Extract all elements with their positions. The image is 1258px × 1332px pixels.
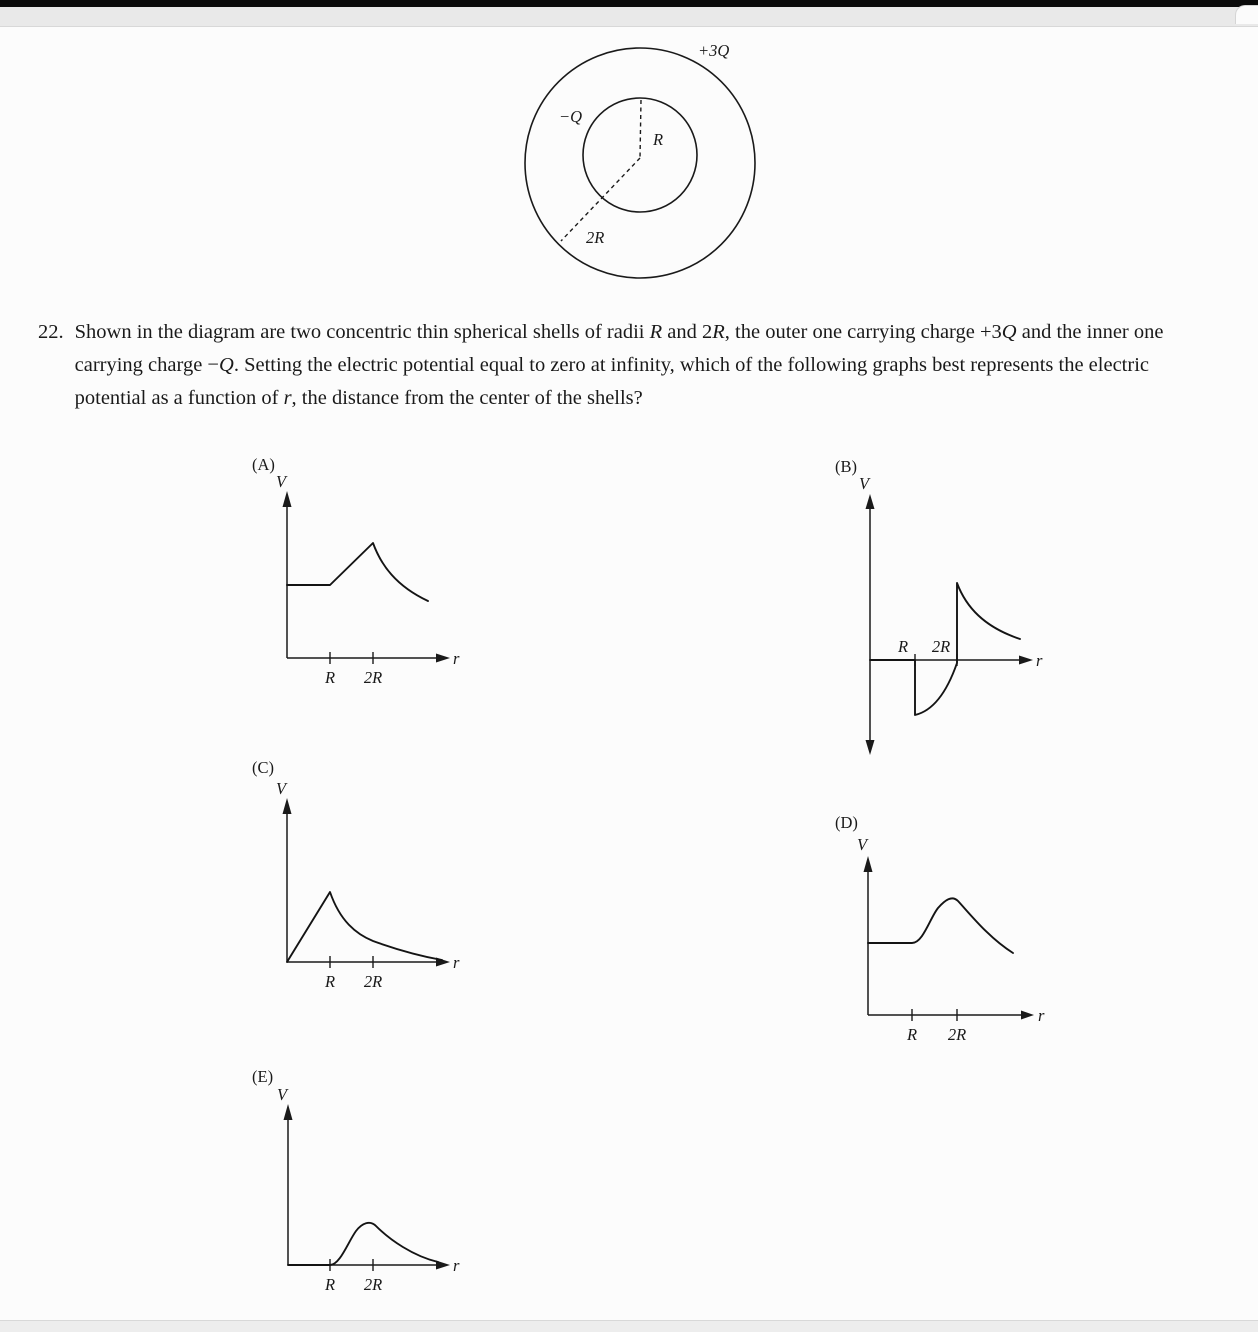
question-22: [38, 316, 1220, 415]
graph-e: [250, 1066, 470, 1306]
tick-label-R: R: [324, 1275, 336, 1294]
graph-b: [833, 458, 1053, 758]
tick-label-R: R: [897, 637, 909, 656]
question-number: 22.: [38, 321, 64, 343]
y-axis-arrow-icon: [283, 491, 292, 507]
y-axis-arrow-icon: [864, 856, 873, 872]
choice-label: (A): [252, 455, 275, 474]
outer-charge-label: +3Q: [698, 41, 730, 60]
graph-d: [833, 812, 1053, 1052]
choice-label: (D): [835, 813, 858, 832]
choice-label: (C): [252, 758, 274, 777]
potential-curve: [868, 898, 1013, 953]
tick-label-2R: 2R: [363, 668, 383, 687]
tick-label-2R: 2R: [947, 1025, 967, 1044]
r-axis-label: r: [1038, 1006, 1045, 1025]
potential-curve: [287, 892, 442, 962]
shells-diagram: [515, 38, 765, 288]
inner-radius-dashed-line: [640, 100, 641, 158]
y-axis-arrow-icon: [284, 1104, 293, 1120]
v-axis-label: V: [857, 835, 868, 854]
v-axis-label: V: [277, 1085, 288, 1104]
v-axis-label: V: [276, 779, 287, 798]
inner-charge-label: −Q: [559, 107, 583, 126]
v-axis-label: V: [859, 474, 870, 493]
r-axis-label: r: [453, 649, 460, 668]
inner-radius-label: R: [653, 130, 664, 149]
choice-label: (E): [252, 1067, 274, 1086]
tick-label-2R: 2R: [931, 637, 951, 656]
outer-radius-label: 2R: [586, 228, 605, 247]
y-axis-down-arrow-icon: [866, 740, 875, 755]
graph-c: [250, 758, 470, 998]
y-axis-up-arrow-icon: [866, 494, 875, 509]
v-axis-label: V: [276, 472, 287, 491]
y-axis-arrow-icon: [283, 798, 292, 814]
tick-label-R: R: [906, 1025, 918, 1044]
choice-label: (B): [835, 458, 857, 476]
outer-shell-circle: [525, 48, 755, 278]
bottom-gray-strip: [0, 1320, 1258, 1332]
r-axis-label: r: [453, 953, 460, 972]
potential-curve: [287, 543, 428, 601]
window-corner-control: [1235, 5, 1258, 24]
tick-label-2R: 2R: [363, 972, 383, 991]
x-axis-arrow-icon: [436, 654, 450, 663]
potential-curve: [288, 1223, 438, 1265]
x-axis-arrow-icon: [1019, 656, 1033, 665]
graph-a: [250, 455, 470, 700]
top-gray-strip: [0, 7, 1258, 27]
tick-label-R: R: [324, 972, 336, 991]
r-axis-label: r: [453, 1256, 460, 1275]
r-axis-label: r: [1036, 651, 1043, 670]
question-text: Shown in the diagram are two concentric thin spherical shells of radii R and 2R, the outer one carrying charge +3Q and the inner one carrying charge −Q. Setting the electric potential equal to zero at infinity, which of the following graphs best represents the electric potential as a function of r, the distance from the center of the shells?: [74, 321, 1164, 409]
x-axis-arrow-icon: [1021, 1011, 1034, 1020]
tick-label-R: R: [324, 668, 336, 687]
tick-label-2R: 2R: [363, 1275, 383, 1294]
top-black-bar: [0, 0, 1258, 7]
